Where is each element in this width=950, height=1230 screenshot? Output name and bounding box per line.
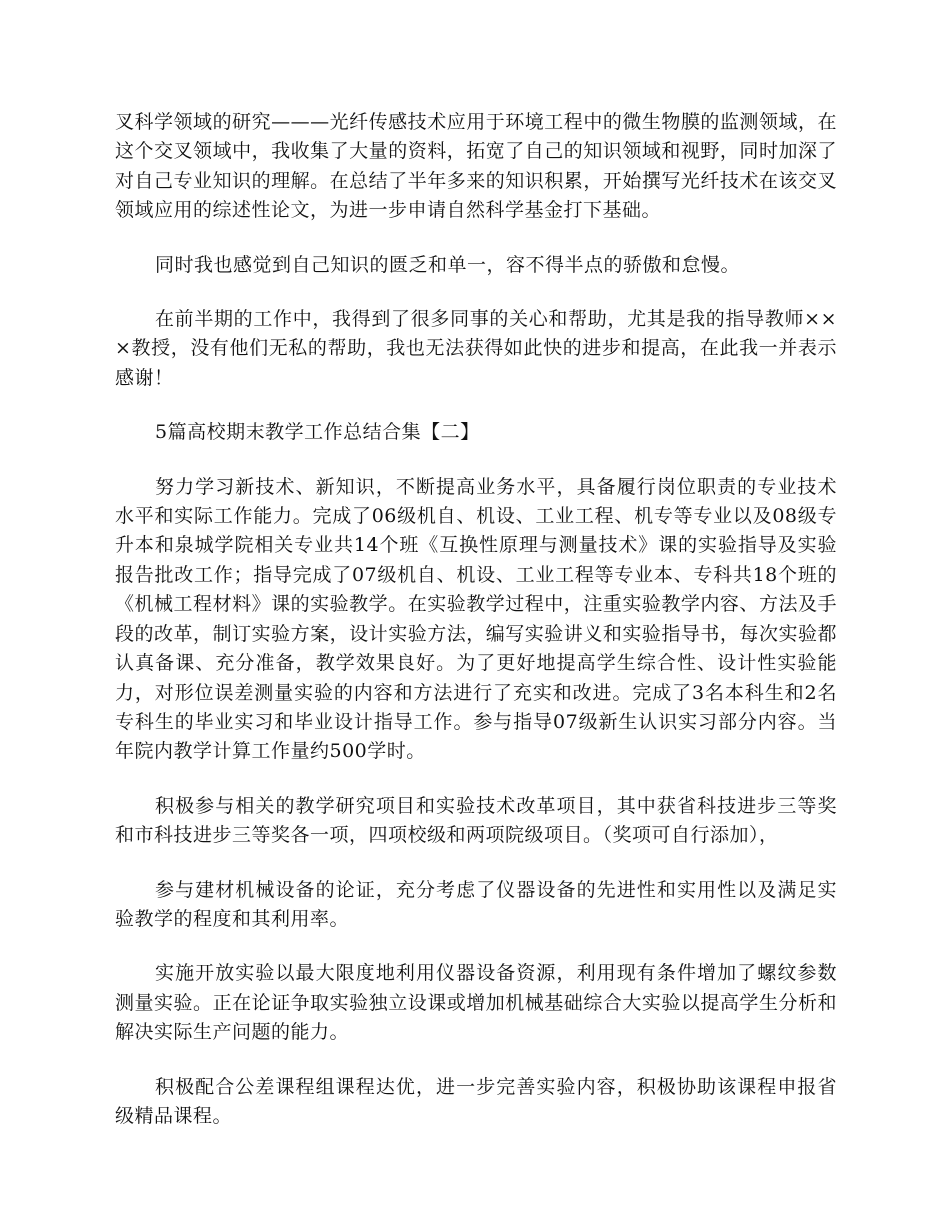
document-body bbox=[115, 108, 837, 1156]
paragraph-9: 积极配合公差课程组课程达优，进一步完善实验内容，积极协助该课程申报省级精品课程。 bbox=[115, 1075, 837, 1127]
paragraph-5: 努力学习新技术、新知识，不断提高业务水平，具备履行岗位职责的专业技术水平和实际工作能力。完成了06级机自、机设、工业工程、机专等专业以及08级专升本和泉城学院相关专业共14个班《互换性原理与测量技术》课的实验指导及实验报告批改工作；指导完成了07级机自、机设、工业工程等专业本、专科共18个班的《机械工程材料》课的实验教学。在实验教学过程中，注重实验教学内容、方法及手段的改革，制订实验方案，设计实验方法，编写实验讲义和实验指导书，每次实验都认真备课、充分准备，教学效果良好。为了更好地提高学生综合性、设计性实验能力，对形位误差测量实验的内容和方法进行了充实和改进。完成了3名本科生和2名专科生的毕业实习和毕业设计指导工作。参与指导07级新生认识实习部分内容。当年院内教学计算工作量约500学时。 bbox=[115, 475, 837, 763]
paragraph-7: 参与建材机械设备的论证，充分考虑了仪器设备的先进性和实用性以及满足实验教学的程度和其利用率。 bbox=[115, 878, 837, 930]
paragraph-8: 实施开放实验以最大限度地利用仪器设备资源，利用现有条件增加了螺纹参数测量实验。正在论证争取实验独立设课或增加机械基础综合大实验以提高学生分析和解决实际生产问题的能力。 bbox=[115, 962, 837, 1044]
section-heading: 5篇高校期末教学工作总结合集【二】 bbox=[155, 421, 480, 444]
paragraph-1: 叉科学领域的研究———光纤传感技术应用于环境工程中的微生物膜的监测领域，在这个交叉领域中，我收集了大量的资料，拓宽了自己的知识领域和视野，同时加深了对自己专业知识的理解。在总结了半年多来的知识积累，开始撰写光纤技术在该交叉领域应用的综述性论文，为进一步申请自然科学基金打下基础。 bbox=[115, 111, 837, 222]
paragraph-3: 在前半期的工作中，我得到了很多同事的关心和帮助，尤其是我的指导教师×××教授，没有他们无私的帮助，我也无法获得如此快的进步和提高，在此我一并表示感谢！ bbox=[115, 308, 837, 389]
paragraph-6: 积极参与相关的教学研究项目和实验技术改革项目，其中获省科技进步三等奖和市科技进步三等奖各一项，四项校级和两项院级项目。（奖项可自行添加）， bbox=[115, 794, 837, 847]
paragraph-2: 同时我也感觉到自己知识的匮乏和单一，容不得半点的骄傲和怠慢。 bbox=[155, 253, 741, 276]
